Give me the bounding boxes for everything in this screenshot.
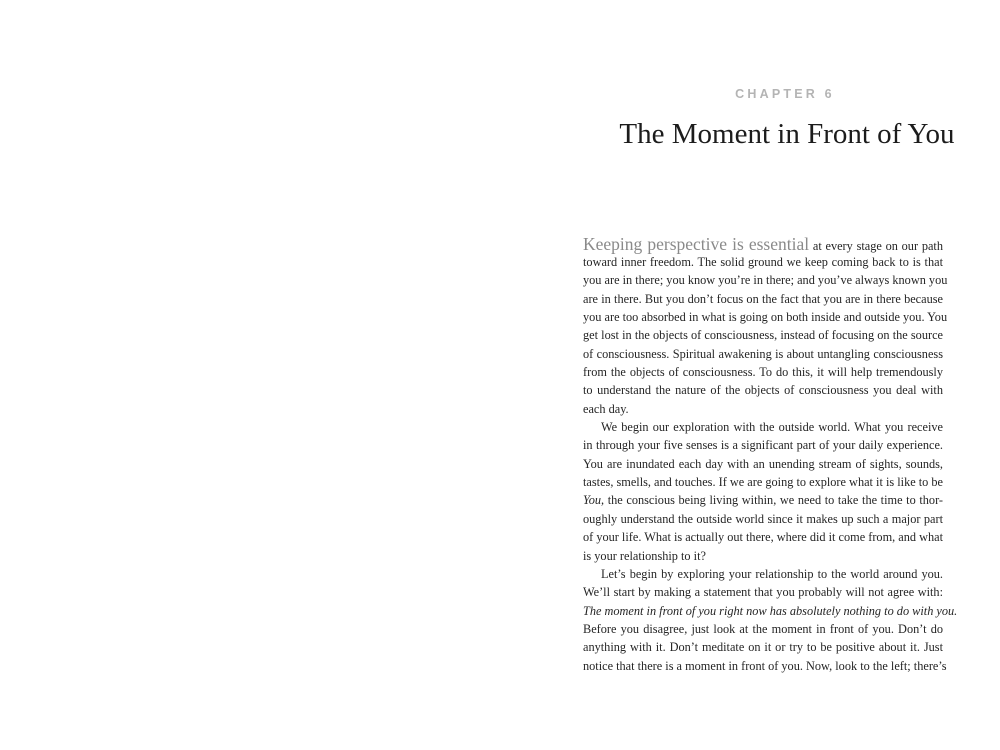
body-line: of consciousness. Spiritual awakening is about untangling consciousness bbox=[583, 346, 943, 361]
body-line: each day. bbox=[583, 401, 629, 416]
body-line: from the objects of consciousness. To do this, it will help tremendously bbox=[583, 365, 943, 380]
lead-in-phrase: Keeping perspective is essential bbox=[583, 234, 810, 254]
body-line: You, the conscious being living within, we need to take the time to thor- bbox=[583, 493, 944, 508]
body-line: notice that there is a moment in front of you. Now, look to the left; there’s bbox=[583, 658, 947, 673]
chapter-number: CHAPTER 6 bbox=[735, 87, 835, 101]
body-line: of your life. What is actually out there, where did it come from, and what bbox=[583, 530, 944, 545]
body-line: oughly understand the outside world since it makes up such a major part bbox=[583, 511, 943, 526]
body-line: are in there. But you don’t focus on the fact that you are in there because bbox=[583, 291, 943, 306]
body-line: Let’s begin by exploring your relationship to the world around you. bbox=[601, 566, 943, 581]
body-line: We’ll start by making a statement that you probably will not agree with: bbox=[583, 585, 943, 600]
body-line: You are inundated each day with an unending stream of sights, sounds, bbox=[583, 456, 943, 471]
chapter-title: The Moment in Front of You bbox=[619, 118, 955, 150]
emphasis-you: You, bbox=[583, 493, 605, 508]
body-line: you are too absorbed in what is going on both inside and outside you. You bbox=[583, 310, 948, 325]
body-line: toward inner freedom. The solid ground we keep coming back to is that bbox=[583, 255, 943, 269]
right-page bbox=[500, 0, 1000, 750]
emphasis-statement: The moment in front of you right now has absolutely nothing to do with you. bbox=[583, 603, 958, 618]
body-line: in through your five senses is a significant part of your daily experience. bbox=[583, 438, 943, 453]
body-line: anything with it. Don’t meditate on it or try to be positive about it. Just bbox=[583, 640, 943, 655]
body-line: We begin our exploration with the outside world. What you receive bbox=[601, 420, 943, 435]
chapter-body-text bbox=[583, 231, 958, 675]
body-line: get lost in the objects of consciousness, instead of focusing on the source bbox=[583, 328, 943, 343]
body-line: Keeping perspective is essential at every stage on our path bbox=[583, 234, 943, 254]
body-line: is your relationship to it? bbox=[583, 548, 706, 563]
body-line: you are in there; you know you’re in there; and you’ve always known you bbox=[583, 273, 948, 288]
body-line: Before you disagree, just look at the moment in front of you. Don’t do bbox=[583, 621, 943, 636]
body-line: to understand the nature of the objects of consciousness you deal with bbox=[583, 383, 943, 398]
body-line: tastes, smells, and touches. If we are going to explore what it is like to be bbox=[583, 475, 943, 490]
body-line bbox=[583, 602, 958, 620]
